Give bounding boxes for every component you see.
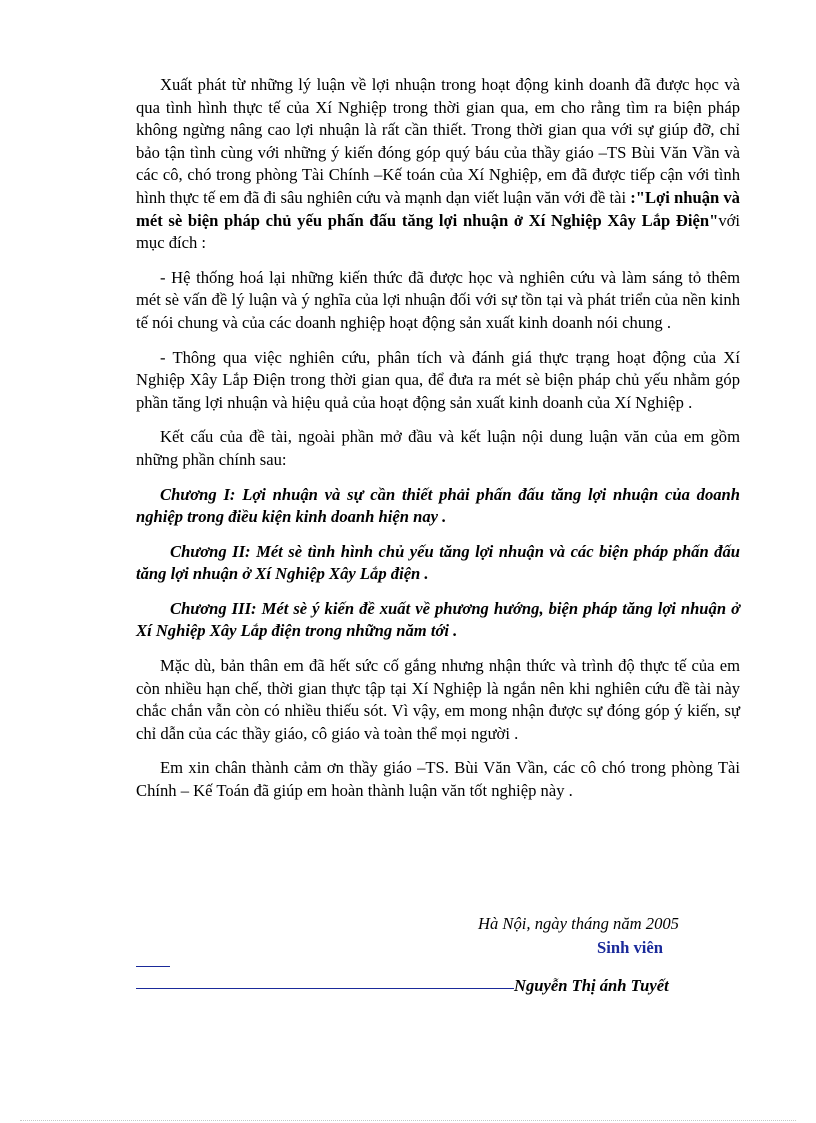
document-body <box>136 74 740 803</box>
structure-intro: Kết cấu của đề tài, ngoài phần mở đầu và kết luận nội dung luận văn của em gồm những phần chính sau: <box>136 427 740 469</box>
signer-name: Nguyễn Thị ánh Tuyết <box>514 976 669 995</box>
page-bottom-divider <box>20 1120 796 1121</box>
intro-tail: với mục đích : <box>136 210 740 253</box>
purpose-item-2: - Thông qua việc nghiên cứu, phân tích và đánh giá thực trạng hoạt động của Xí Nghiệp Xây Lắp Điện trong thời gian qua, để đưa ra mét sè biện pháp chủ yếu nhằm góp phần tăng lợi nhuận và hiệu quả của hoạt động sản xuất kinh doanh của Xí Nghiệp . <box>136 347 740 412</box>
closing-paragraph-2: Em xin chân thành cảm ơn thầy giáo –TS. Bùi Văn Vần, các cô chó trong phòng Tài Chính – Kế Toán đã giúp em hoàn thành luận văn tốt nghiệp này . <box>136 758 740 801</box>
intro-text: Xuất phát từ những lý luận về lợi nhuận trong hoạt động kinh doanh đã được học và qua tình hình thực tế của Xí Nghiệp trong thời gian qua, em cho rằng tìm ra biện pháp không ngừng nâng cao lợi nhuận là rất cần thiết. Trong thời gian qua với sự giúp đỡ, chỉ bảo tận tình cùng với những ý kiến đóng góp quý báu của thầy giáo –TS Bùi Văn Vần và các cô, chó trong phòng Tài Chính –Kế toán của Xí Nghiệp, em đã được tiếp cận với tình hình thực tế em đã đi sâu nghiên cứu và mạnh dạn viết luận văn với đề tài <box>136 75 740 207</box>
purpose-item-1: - Hệ thống hoá lại những kiến thức đã được học và nghiên cứu và làm sáng tỏ thêm mét sè vấn đề lý luận và ý nghĩa của lợi nhuận đối với sự tồn tại và phát triển của nền kinh tế nói chung và của các doanh nghiệp hoạt động sản xuất kinh doanh nói chung . <box>136 267 740 332</box>
closing-paragraph-1: Mặc dù, bản thân em đã hết sức cố gắng nhưng nhận thức và trình độ thực tế của em còn nhiều hạn chế, thời gian thực tập tại Xí Nghiệp là ngắn nên khi nghiên cứu đề tài này chắc chắn vẫn còn có nhiều thiếu sót. Vì vậy, em mong nhận được sự đóng góp ý kiến, sự chỉ dẫn của các thầy giáo, cô giáo và toàn thể mọi người . <box>136 656 740 743</box>
intro-paragraph <box>136 74 740 255</box>
signature-line-short <box>136 966 170 967</box>
chapter-3: Chương III: Mét sè ý kiến đề xuất về phương hướng, biện pháp tăng lợi nhuận ở Xí Nghiệp Xây Lắp điện trong những năm tới . <box>136 598 740 641</box>
place-date: Hà Nội, ngày tháng năm 2005 <box>478 914 679 933</box>
thesis-title: :"Lợi nhuận và mét sè biện pháp chủ yếu phấn đấu tăng lợi nhuận ở Xí Nghiệp Xây Lắp Điện" <box>136 187 740 230</box>
chapter-1: Chương I: Lợi nhuận và sự cần thiết phải phấn đấu tăng lợi nhuận của doanh nghiệp trong điều kiện kinh doanh hiện nay . <box>136 484 740 527</box>
signer-role: Sinh viên <box>597 938 663 957</box>
chapter-2: Chương II: Mét sè tình hình chủ yếu tăng lợi nhuận và các biện pháp phấn đấu tăng lợi nhuận ở Xí Nghiệp Xây Lắp điện . <box>136 541 740 584</box>
signature-line-long <box>136 988 514 989</box>
